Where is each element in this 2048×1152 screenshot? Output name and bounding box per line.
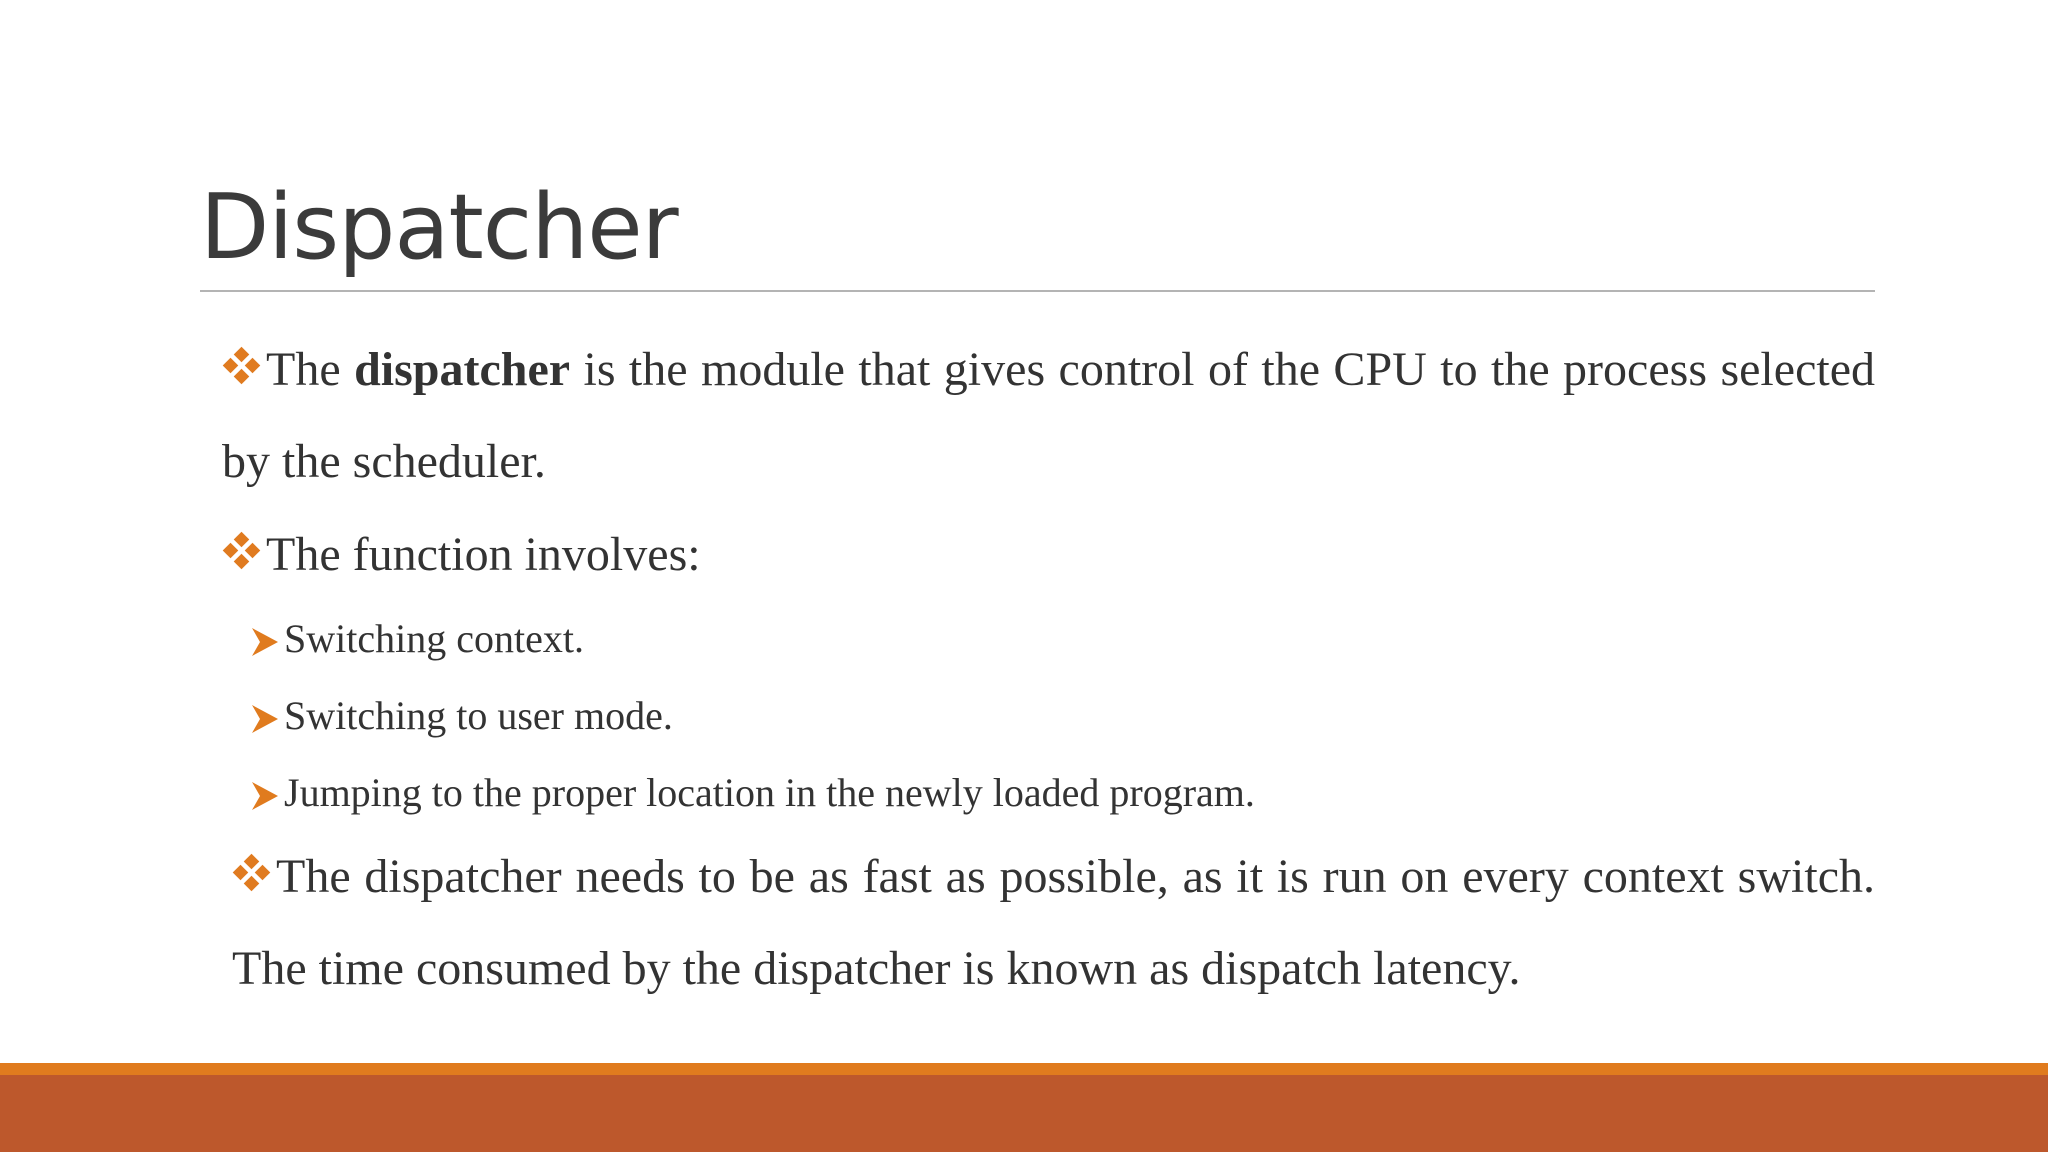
bullet-dispatcher-definition — [222, 324, 1875, 508]
bullet-function-involves — [222, 509, 1875, 601]
bullet-suffix: is the module that gives control of the CPU to the process selected by the scheduler. — [222, 343, 1876, 488]
arrowhead-icon — [250, 620, 282, 660]
bullet-bold-term: dispatcher — [354, 343, 571, 396]
bullet-text: The function involves: — [266, 528, 701, 581]
sub-bullet-text: Jumping to the proper location in the newly loaded program. — [284, 770, 1255, 815]
bullet-dispatch-latency — [232, 831, 1875, 1015]
footer-accent-stripe — [0, 1063, 2048, 1075]
sub-bullet-text: Switching to user mode. — [284, 693, 673, 738]
four-diamond-icon — [232, 854, 272, 894]
footer-bar — [0, 1075, 2048, 1152]
bullet-prefix: The — [266, 343, 355, 396]
sub-bullet-jumping — [250, 767, 1255, 819]
arrowhead-icon — [250, 774, 282, 814]
four-diamond-icon — [222, 532, 262, 572]
slide-title: Dispatcher — [200, 175, 678, 280]
title-divider — [200, 290, 1875, 292]
sub-bullet-text: Switching context. — [284, 616, 584, 661]
bullet-text: The dispatcher needs to be as fast as possible, as it is run on every context switch. The time consumed by the dispatcher is known as dispatch latency. — [232, 850, 1875, 995]
sub-bullet-user-mode — [250, 690, 673, 742]
sub-bullet-switching-context — [250, 613, 584, 665]
arrowhead-icon — [250, 697, 282, 737]
four-diamond-icon — [222, 347, 262, 387]
